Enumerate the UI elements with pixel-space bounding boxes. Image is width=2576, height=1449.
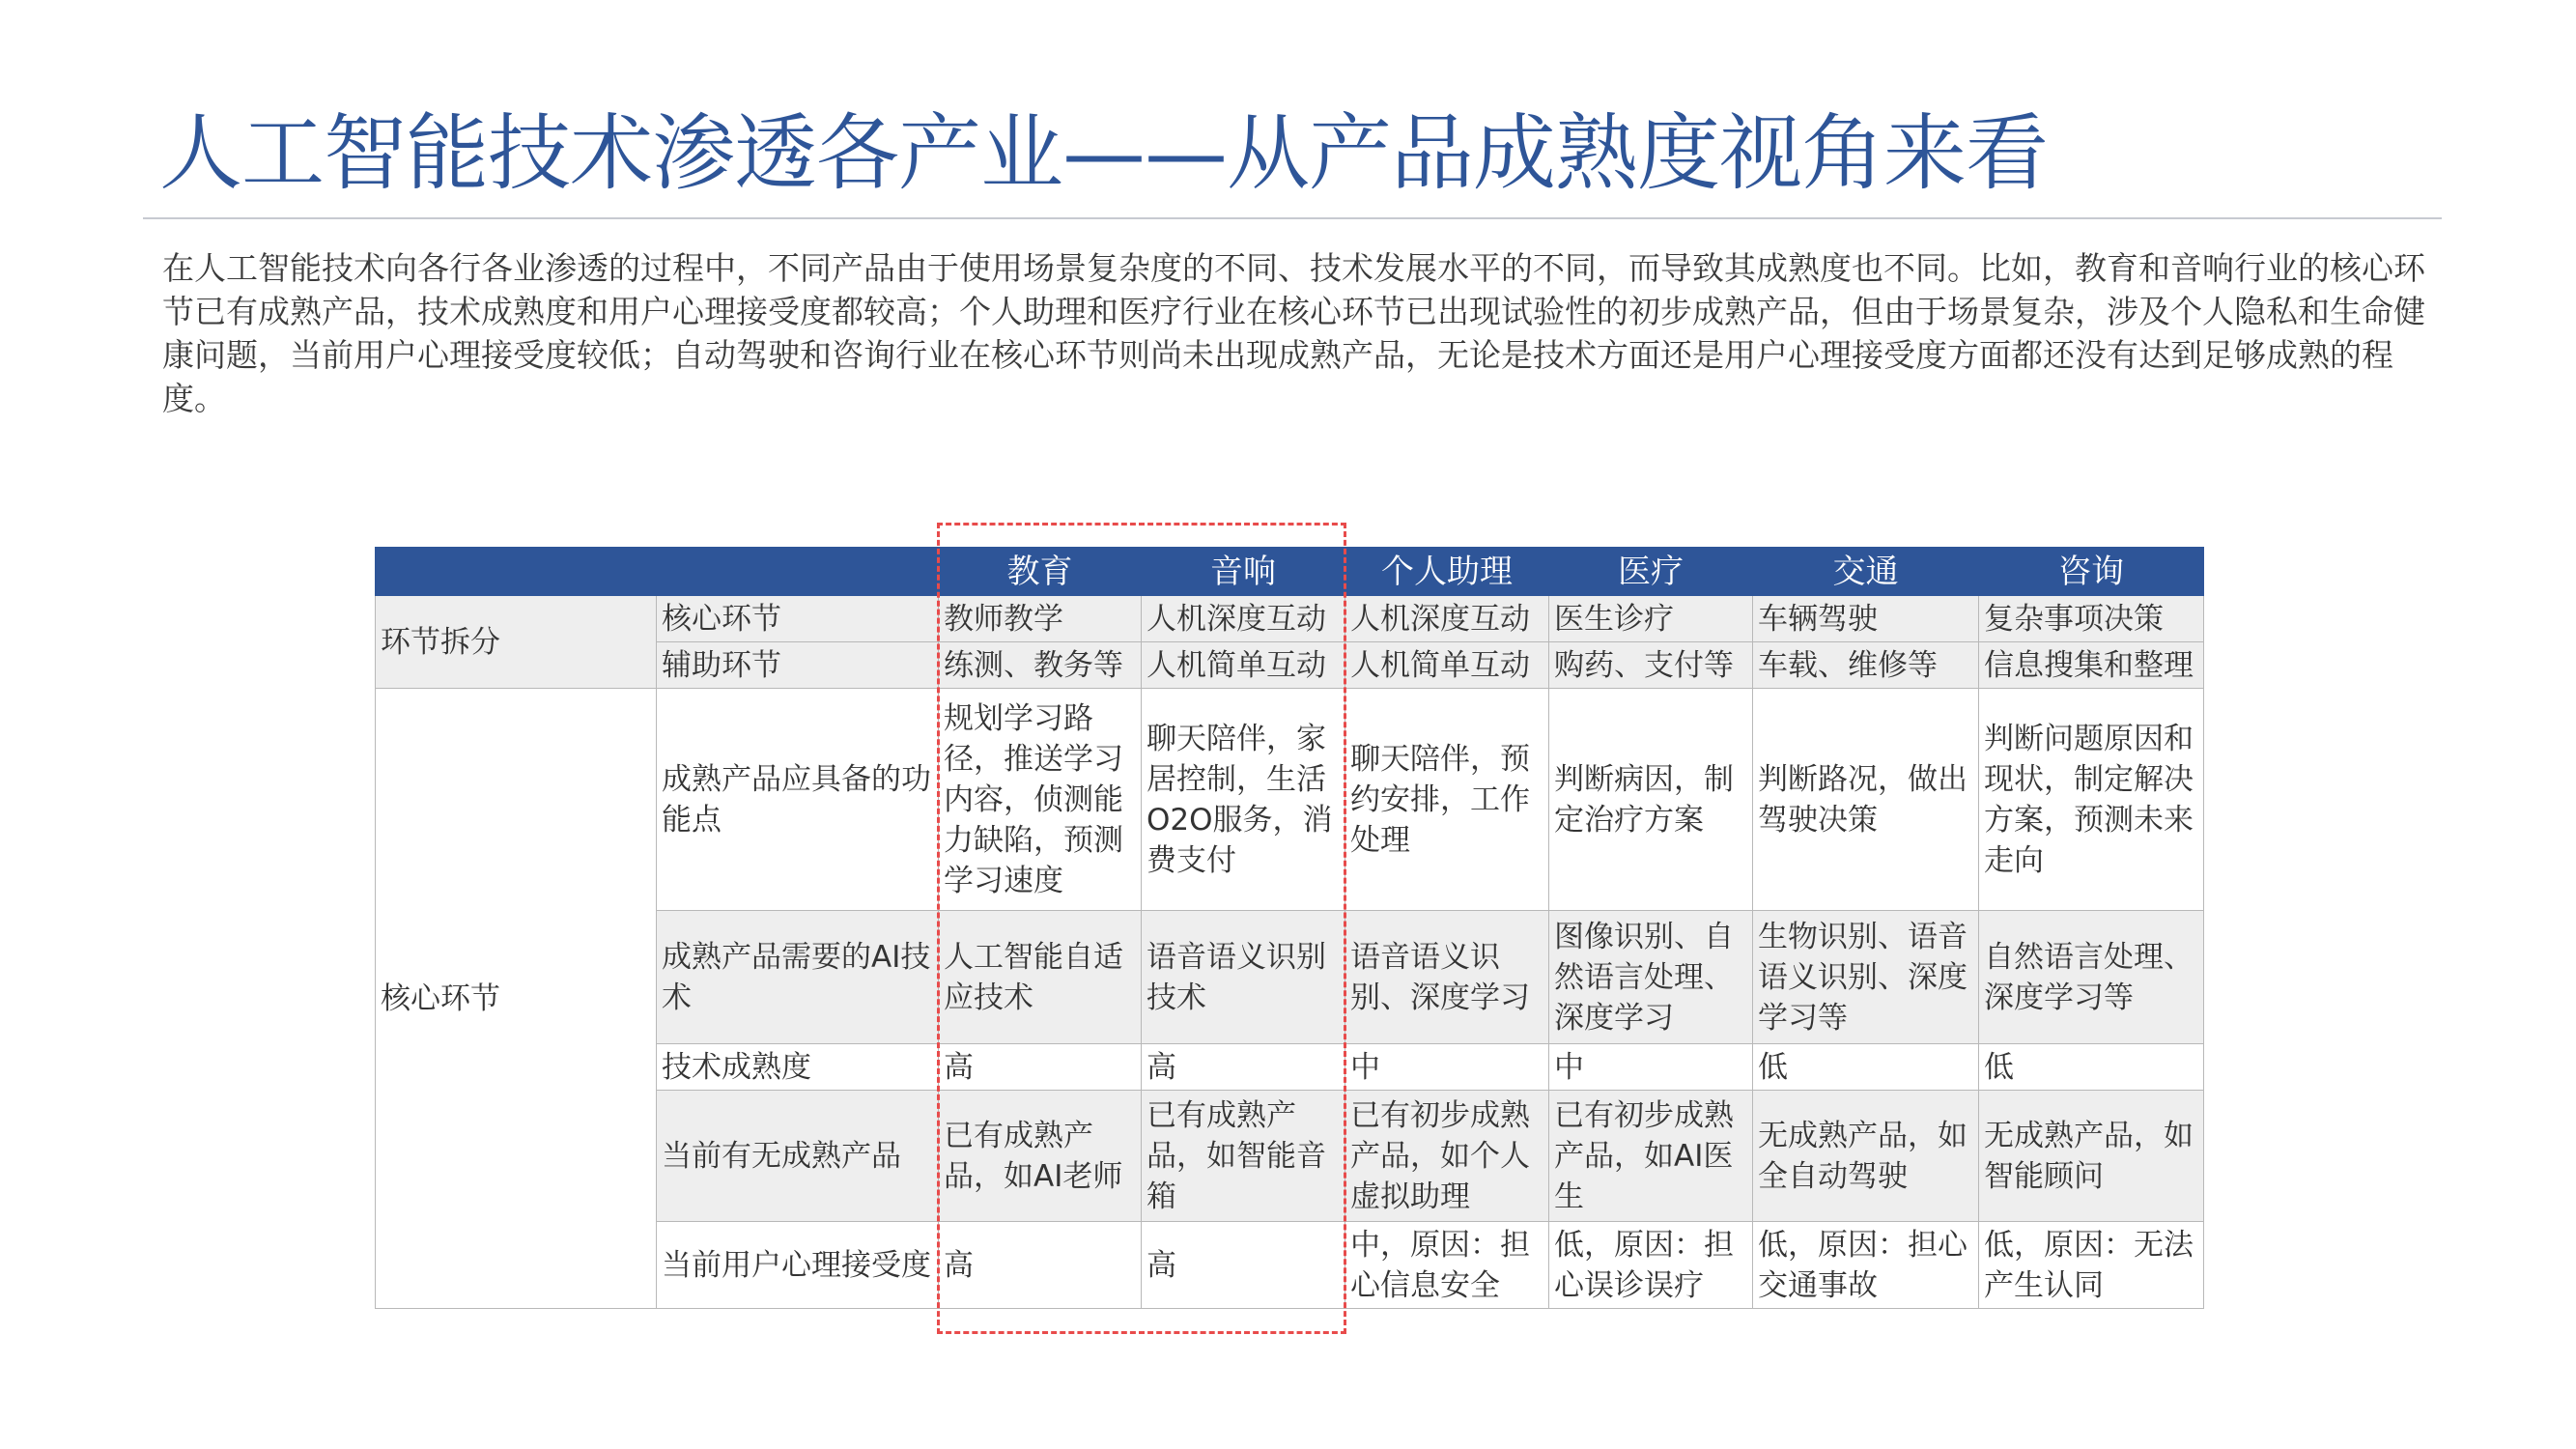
header-blank [376, 548, 939, 596]
table-cell: 教师教学 [939, 596, 1142, 642]
table-cell: 中 [1549, 1044, 1753, 1091]
table-cell: 医生诊疗 [1549, 596, 1753, 642]
table-cell: 已有初步成熟产品，如AI医生 [1549, 1091, 1753, 1222]
table-cell: 低，原因：担心误诊误疗 [1549, 1222, 1753, 1309]
row-label: 核心环节 [657, 596, 939, 642]
header-cell: 音响 [1142, 548, 1345, 596]
group-label-split: 环节拆分 [376, 596, 657, 689]
table-cell: 语音语义识别技术 [1142, 911, 1345, 1044]
table-cell: 低，原因：担心交通事故 [1753, 1222, 1979, 1309]
table-cell: 车载、维修等 [1753, 642, 1979, 689]
table-cell: 自然语言处理、深度学习等 [1979, 911, 2204, 1044]
table-cell: 中，原因：担心信息安全 [1345, 1222, 1549, 1309]
table-cell: 低，原因：无法产生认同 [1979, 1222, 2204, 1309]
table-cell: 判断病因，制定治疗方案 [1549, 689, 1753, 911]
table-cell: 已有成熟产品，如AI老师 [939, 1091, 1142, 1222]
table-cell: 购药、支付等 [1549, 642, 1753, 689]
row-label: 成熟产品需要的AI技术 [657, 911, 939, 1044]
table-cell: 语音语义识别、深度学习 [1345, 911, 1549, 1044]
table-cell: 人机深度互动 [1142, 596, 1345, 642]
table-row [376, 689, 2204, 911]
table-cell: 高 [939, 1222, 1142, 1309]
table-cell: 规划学习路径，推送学习内容，侦测能力缺陷，预测学习速度 [939, 689, 1142, 911]
header-cell: 咨询 [1979, 548, 2204, 596]
table-cell: 人机简单互动 [1345, 642, 1549, 689]
table-cell: 无成熟产品，如全自动驾驶 [1753, 1091, 1979, 1222]
group-label-core: 核心环节 [376, 689, 657, 1309]
table-cell: 人工智能自适应技术 [939, 911, 1142, 1044]
intro-paragraph: 在人工智能技术向各行各业渗透的过程中，不同产品由于使用场景复杂度的不同、技术发展水平的不同，而导致其成熟度也不同。比如，教育和音响行业的核心环节已有成熟产品，技术成熟度和用户心理接受度都较高；个人助理和医疗行业在核心环节已出现试验性的初步成熟产品，但由于场景复杂，涉及个人隐私和生命健康问题，当前用户心理接受度较低；自动驾驶和咨询行业在核心环节则尚未出现成熟产品，无论是技术方面还是用户心理接受度方面都还没有达到足够成熟的程度。 [162, 249, 2425, 417]
maturity-table [375, 547, 2204, 1309]
table-cell: 高 [1142, 1222, 1345, 1309]
table-cell: 高 [939, 1044, 1142, 1091]
table-cell: 无成熟产品，如智能顾问 [1979, 1091, 2204, 1222]
row-label: 成熟产品应具备的功能点 [657, 689, 939, 911]
page-title: 人工智能技术渗透各产业——从产品成熟度视角来看 [159, 105, 2048, 202]
table-cell: 高 [1142, 1044, 1345, 1091]
table-cell: 车辆驾驶 [1753, 596, 1979, 642]
table-cell: 人机深度互动 [1345, 596, 1549, 642]
table-cell: 判断路况，做出驾驶决策 [1753, 689, 1979, 911]
table-cell: 复杂事项决策 [1979, 596, 2204, 642]
table-cell: 练测、教务等 [939, 642, 1142, 689]
table-cell: 信息搜集和整理 [1979, 642, 2204, 689]
table-row [376, 596, 2204, 642]
header-cell: 个人助理 [1345, 548, 1549, 596]
table-cell: 中 [1345, 1044, 1549, 1091]
table-cell: 低 [1979, 1044, 2204, 1091]
table-cell: 已有初步成熟产品，如个人虚拟助理 [1345, 1091, 1549, 1222]
row-label: 技术成熟度 [657, 1044, 939, 1091]
row-label: 当前有无成熟产品 [657, 1091, 939, 1222]
row-label: 当前用户心理接受度 [657, 1222, 939, 1309]
table-cell: 聊天陪伴，预约安排，工作处理 [1345, 689, 1549, 911]
header-cell: 医疗 [1549, 548, 1753, 596]
title-divider [143, 217, 2442, 219]
table-cell: 已有成熟产品，如智能音箱 [1142, 1091, 1345, 1222]
table-header-row [376, 548, 2204, 596]
header-cell: 交通 [1753, 548, 1979, 596]
table-cell: 判断问题原因和现状，制定解决方案，预测未来走向 [1979, 689, 2204, 911]
table-cell: 图像识别、自然语言处理、深度学习 [1549, 911, 1753, 1044]
table-cell: 人机简单互动 [1142, 642, 1345, 689]
header-cell: 教育 [939, 548, 1142, 596]
table-cell: 生物识别、语音语义识别、深度学习等 [1753, 911, 1979, 1044]
table-cell: 聊天陪伴，家居控制，生活O2O服务，消费支付 [1142, 689, 1345, 911]
row-label: 辅助环节 [657, 642, 939, 689]
table-cell: 低 [1753, 1044, 1979, 1091]
